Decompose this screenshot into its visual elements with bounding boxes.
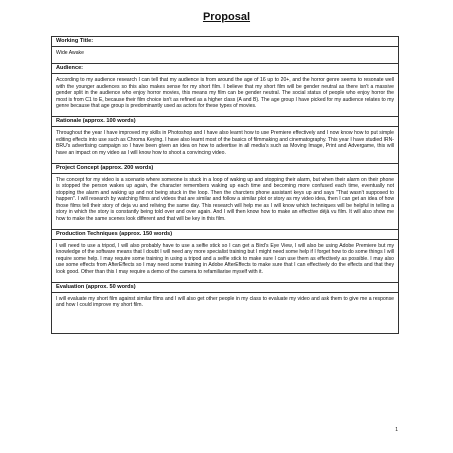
production-techniques-heading: Production Techniques (approx. 150 words) [52,230,398,240]
rationale-section [52,117,398,164]
audience-heading: Audience: [52,64,398,74]
project-concept-body [52,174,398,229]
audience-section [52,64,398,117]
production-techniques-text: I will need to use a tripod, I will also probably have to use a selfie stick so I can get a Bird's Eye View, I will also be using Adobe Premiere but my knowledge of the software means that I doubt I will need any more specialist training but I might need some help if I forget how to do some things I will require some help. I may require some training in using a tripod and a selfie stick to make sure I can use them as effectively as possible. I may also use some effects from AfterEffects so I may need some training in Adobe AfterEffects to make sure that I can effectively do the effects and that they look good. Other than this I may require a demo of the camera to refamiliarise myself with it. [56,242,394,275]
working-title-text [52,47,398,63]
project-concept-text: The concept for my video is a scenario where someone is stuck in a loop of waking up and stopping their alarm, but when their alarm on their phone is stopped the person wakes up again, the character remembers waking up each time and becoming more confused each time, eventually not stopping the alarm and waking up and not being stuck in the loop. Then the charcters phone assistant keys up and says "That wasn't supposed to happen". I will research by watching films and videos that are similar and follow a similar plot or story as my video idea, then I can get an idea of how those films tell their story of deja vu and reliving the same day. This research will help me as I will know which techniques will be helpful in telling a story in which the story is constantly being told over and over again. And I will then know how to make an effective déjà vu film. It will also show me how to make the same scenes look different and that will be key in this film. [56,177,394,222]
working-title-section [52,37,398,64]
audience-body [52,74,398,116]
evaluation-text: I will evaluate my short film against similar films and I will also get other people in my class to evaluate my video and ask them to give me a response and how I could improve my short film. [56,295,394,309]
working-title-value: Wide Awake [56,50,84,56]
project-concept-heading: Project Concept (approx. 200 words) [52,164,398,174]
evaluation-heading: Evaluation (approx. 50 words) [52,283,398,293]
document-title: Proposal [202,11,251,23]
project-concept-section [52,164,398,230]
audience-text: According to my audience research I can tell that my audience is from around the age of 16 up to 20+, and the horror genre seems to resonate well with the younger audiences so this also makes sense for my short film. I believe that my short film will be gender neutral as there isn't a massive gender split in the audience who enjoy horror movies, this means my film can be gender neutral. The social status of people who enjoy horror the most is from C1 to E, because their film choice isn't as refined as a higher class (A and B). The age group I have picked for my audience relates to my genre because that age group is predominantly used as actors for these types of movies. [56,77,394,110]
rationale-text: Throughout the year I have improved my skills in Photoshop and I have also learnt how to use Premiere effectively and I now know how to put simple editing effects into use such as Chroma Keying. I have also learnt most of the basics of filmmaking and cinematography. This year I have studied IRN-BRU's advertising campaign so I have been given an idea on how to advertise in all media's such as Moving Image, Print and Advergame, this will have an impact on my video as I will know how to shoot a convincing video. [56,130,394,156]
proposal-form [51,36,399,334]
evaluation-section [52,283,398,334]
rationale-heading: Rationale (approx. 100 words) [52,117,398,127]
page-number: 1 [395,427,398,433]
production-techniques-section [52,230,398,283]
evaluation-body [52,293,398,333]
rationale-body [52,127,398,163]
production-techniques-body [52,240,398,282]
working-title-heading: Working Title: [52,37,398,47]
